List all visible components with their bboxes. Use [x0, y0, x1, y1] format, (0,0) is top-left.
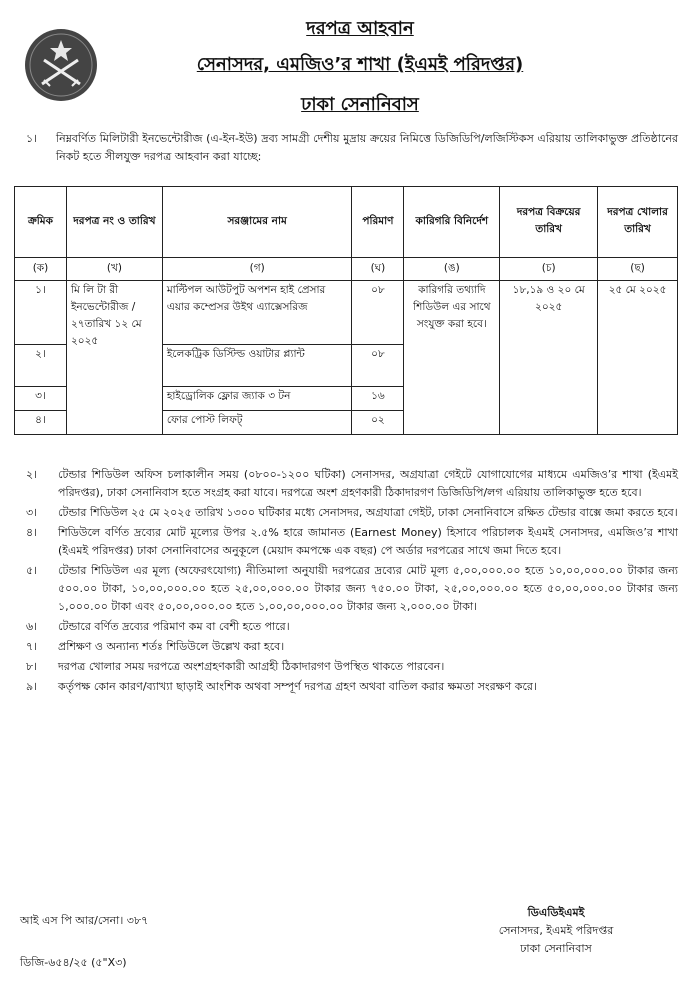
notice-org: সেনাসদর, এমজিও’র শাখা (ইএমই পরিদপ্তর)	[196, 54, 524, 75]
clause-number: ১।	[26, 132, 38, 145]
conditions-list	[14, 466, 678, 698]
quantity-cell: ০৮	[352, 281, 404, 345]
clause-number: ৪।	[26, 526, 38, 539]
signatory-title: ডিএডিইএমই	[527, 906, 585, 919]
column-header: কারিগরি বিনির্দেশ	[404, 187, 500, 258]
column-label: (ক)	[15, 258, 67, 281]
serial-cell: ৪।	[15, 411, 67, 435]
items-table	[14, 186, 678, 435]
table-header-row	[15, 187, 678, 258]
signatory-office: সেনাসদর, ইএমই পরিদপ্তর	[498, 924, 614, 937]
ispr-reference: আই এস পি আর/সেনা। ৩৮৭	[20, 914, 149, 927]
column-label: (গ)	[162, 258, 352, 281]
quantity-cell: ০২	[352, 411, 404, 435]
clause-text: টেন্ডারে বর্ণিত দ্রব্যের পরিমাণ কম বা বেশী হতে পারে।	[58, 620, 290, 633]
spec-cell: কারিগরি তথ্যাদি শিডিউল এর সাথে সংযুক্ত করা হবে।	[404, 281, 500, 435]
clause-text: টেন্ডার শিডিউল ২৫ মে ২০২৫ তারিখ ১৩০০ ঘটিকার মধ্যে সেনাসদর, অগ্রযাত্রা গেইট, ঢাকা সেনানিবাসে রক্ষিত টেন্ডার বাক্সে জমা করতে হবে।	[58, 506, 678, 519]
list-item	[14, 618, 678, 636]
item-name-cell: ফোর পোস্ট লিফট্	[162, 411, 352, 435]
column-header: পরিমাণ	[352, 187, 404, 258]
column-header: দরপত্র বিক্রয়ের তারিখ	[500, 187, 598, 258]
intro-paragraph	[14, 130, 678, 166]
tender-no-cell: মি লি টা রী ইনভেন্টোরীজ /২৭তারিখ ১২ মে ২০২৫	[66, 281, 162, 435]
clause-text: দরপত্র খোলার সময় দরপত্রে অংশগ্রহণকারী আগ্রহী ঠিকাদারগণ উপস্থিত থাকতে পারবেন।	[58, 660, 445, 673]
column-label: (চ)	[500, 258, 598, 281]
signatory-location: ঢাকা সেনানিবাস	[520, 942, 592, 955]
quantity-cell: ০৮	[352, 345, 404, 387]
clause-number: ৩।	[26, 506, 38, 519]
clause-text: টেন্ডার শিডিউল অফিস চলাকালীন সময় (০৮০০-১২০০ ঘটিকা) সেনাসদর, অগ্রযাত্রা গেইটে যোগাযোগের মাধ্যমে এমজিও’র শাখা (ইএমই পরিদপ্তর), ঢাকা সেনানিবাস হতে সংগ্রহ করা যাবে। দরপত্রে অংশ গ্রহণকারী ঠিকাদারগণ ডিজিডিপি/লগ এরিয়ায় তালিকাভুক্ত হতে হবে।	[58, 468, 678, 499]
army-emblem-icon	[24, 28, 98, 102]
open-date-cell: ২৫ মে ২০২৫	[598, 281, 678, 435]
notice-location: ঢাকা সেনানিবাস	[301, 94, 419, 115]
quantity-cell: ১৬	[352, 387, 404, 411]
clause-number: ২।	[26, 468, 38, 481]
item-name-cell: মাল্টিপল আউটপুট অপশন হাই প্রেসার এয়ার কম্প্রেসর উইথ এ্যাক্সেসরিজ	[162, 281, 352, 345]
clause-text: শিডিউলে বর্ণিত দ্রব্যের মোট মূল্যের উপর ২.৫% হারে জামানত (Earnest Money) হিসাবে পরিচালক ইএমই সেনাসদর, এমজিও’র শাখা (ইএমই পরিদপ্তর) ঢাকা সেনানিবাসের অনুকূলে (মেয়াদ কমপক্ষে এক বছর) পে অর্ডার দরপত্রের সাথে জমা দিতে হবে।	[58, 526, 678, 557]
column-header: দরপত্র খোলার তারিখ	[598, 187, 678, 258]
signature-block	[456, 904, 656, 958]
list-item	[14, 504, 678, 522]
list-item	[14, 524, 678, 560]
clause-number: ৫।	[26, 564, 38, 577]
clause-text: প্রশিক্ষণ ও অন্যান্য শর্তঃ শিডিউলে উল্লেখ করা হবে।	[58, 640, 285, 653]
sale-date-cell: ১৮,১৯ ও ২০ মে ২০২৫	[500, 281, 598, 435]
column-header: ক্রমিক	[15, 187, 67, 258]
item-name-cell: ইলেকট্রিক ডিস্টিল্ড ওয়াটার প্ল্যান্ট	[162, 345, 352, 387]
clause-number: ৬।	[26, 620, 38, 633]
clause-number: ৭।	[26, 640, 38, 653]
table-row	[15, 281, 678, 345]
clause-text: টেন্ডার শিডিউল এর মূল্য (অফেরৎযোগ্য) নীতিমালা অনুযায়ী দরপত্রের দ্রব্যের মোট মূল্য ৫,০০,০০০.০০ হতে ১০,০০,০০০.০০ টাকার জন্য ৫০০.০০ টাকা, ১০,০০,০০০.০০ হতে ২৫,০০,০০০.০০ টাকার জন্য ৭৫০.০০ টাকা, ২৫,০০,০০০.০০ হতে ৫০,০০,০০০.০০ টাকার জন্য ১,০০০.০০ টাকা এবং ৫০,০০,০০০.০০ হতে ১,০০,০০,০০০.০০ টাকার জন্য ২,০০০.০০ টাকা।	[58, 564, 678, 613]
column-label: (ছ)	[598, 258, 678, 281]
dg-reference: ডিজি-৬৫৪/২৫ (৫"X৩)	[20, 956, 127, 969]
clause-number: ৮।	[26, 660, 38, 673]
column-label: (ঙ)	[404, 258, 500, 281]
list-item	[14, 466, 678, 502]
clause-text: কর্তৃপক্ষ কোন কারণ/ব্যাখ্যা ছাড়াই আংশিক অথবা সম্পূর্ণ দরপত্র গ্রহণ অথবা বাতিল করার ক্ষমতা সংরক্ষণ করে।	[58, 680, 537, 693]
list-item	[14, 658, 678, 676]
serial-cell: ২।	[15, 345, 67, 387]
list-item	[14, 562, 678, 616]
list-item	[14, 638, 678, 656]
column-header: দরপত্র নং ও তারিখ	[66, 187, 162, 258]
notice-header	[0, 8, 692, 120]
column-label: (ঘ)	[352, 258, 404, 281]
clause-text: নিম্নবর্ণিত মিলিটারী ইনভেন্টোরীজ (এ-ইন-ইউ) দ্রব্য সামগ্রী দেশীয় মুদ্রায় ক্রয়ের নিমিত্তে ডিজিডিপি/লজিস্টিকস এরিয়ায় তালিকাভুক্ত প্রতিষ্ঠানের নিকট হতে সীলযুক্ত দরপত্র আহবান করা যাচ্ছে:	[56, 132, 678, 163]
column-label: (খ)	[66, 258, 162, 281]
list-item	[14, 678, 678, 696]
item-name-cell: হাইড্রোলিক ফ্লোর জ্যাক ৩ টন	[162, 387, 352, 411]
column-header: সরঞ্জামের নাম	[162, 187, 352, 258]
table-label-row	[15, 258, 678, 281]
clause-number: ৯।	[26, 680, 38, 693]
serial-cell: ৩।	[15, 387, 67, 411]
serial-cell: ১।	[15, 281, 67, 345]
notice-title: দরপত্র আহবান	[306, 18, 414, 39]
